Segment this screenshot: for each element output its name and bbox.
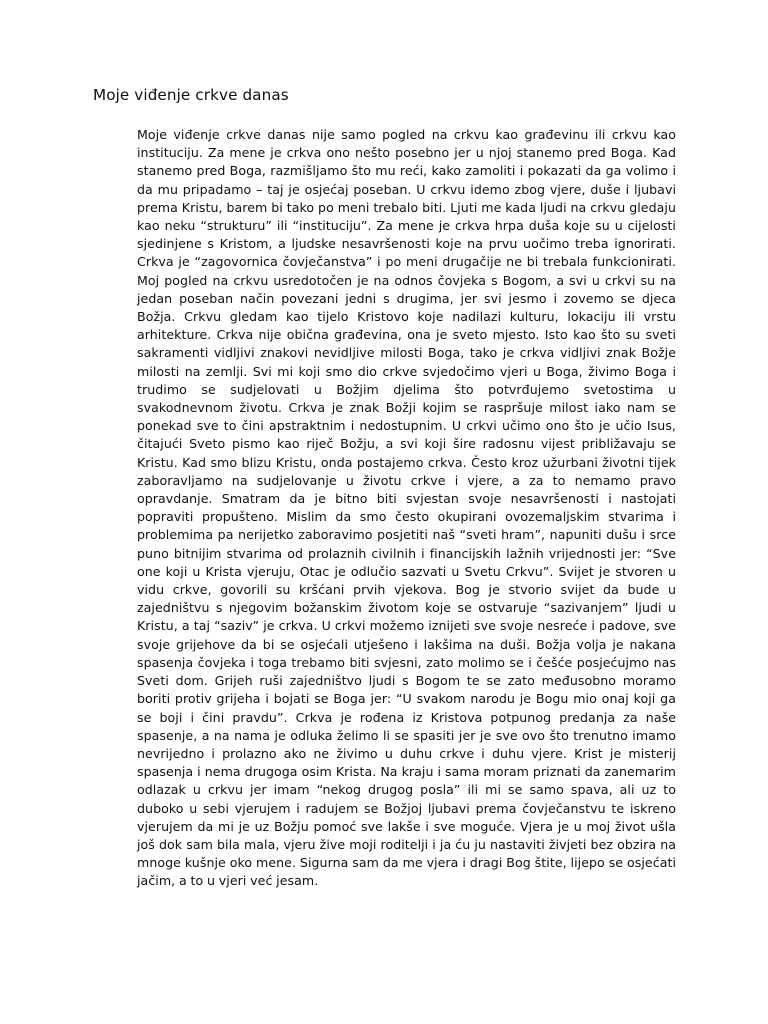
document-title: Moje viđenje crkve danas bbox=[93, 86, 289, 104]
document-body-paragraph: Moje viđenje crkve danas nije samo pogled na crkvu kao građevinu ili crkvu kao instituciju. Za mene je crkva ono nešto posebno jer u njoj stanemo pred Boga. Kad stanemo pred Boga, razmišljamo što mu reći, kako zamoliti i pokazati da ga volimo i da mu pripadamo – taj je osjećaj poseban. U crkvu idemo zbog vjere, duše i ljubavi prema Kristu, barem bi tako po meni trebalo biti. Ljuti me kada ljudi na crkvu gledaju kao neku “strukturu” ili “instituciju”. Za mene je crkva hrpa duša koje su u cijelosti sjedinjene s Kristom, a ljudske nesavršenosti koje na prvu uočimo treba ignorirati. Crkva je “zagovornica čovječanstva” i po meni drugačije ne bi trebala funkcionirati. Moj pogled na crkvu usredotočen je na odnos čovjeka s Bogom, a svi u crkvi su na jedan poseban način povezani jedni s drugima, jer svi jesmo i zovemo se djeca Božja. Crkvu gledam kao tijelo Kristovo koje nadilazi kulturu, lokaciju ili vrstu arhitekture. Crkva nije obična građevina, ona je sveto mjesto. Isto kao što su sveti sakramenti vidljivi znakovi nevidljive milosti Boga, tako je crkva vidljivi znak Božje milosti na zemlji. Svi mi koji smo dio crkve svjedočimo vjeri u Boga, živimo Boga i trudimo se sudjelovati u Božjim djelima što potvrđujemo svetostima u svakodnevnom životu. Crkva je znak Božji kojim se raspršuje milost iako nam se ponekad sve to čini apstraktnim i nedostupnim. U crkvi učimo ono što je učio Isus, čitajući Sveto pismo kao riječ Božju, a svi koji šire radosnu vijest približavaju se Kristu. Kad smo blizu Kristu, onda postajemo crkva. Često kroz užurbani životni tijek zaboravljamo na sudjelovanje u životu crkve i vjere, a za to nemamo pravo opravdanje. Smatram da je bitno biti svjestan svoje nesavršenosti i nastojati popraviti propušteno. Mislim da smo često okupirani ovozemaljskim stvarima i problemima pa nerijetko zaboravimo posjetiti naš “sveti hram”, napuniti dušu i srce puno bitnijim stvarima od prolaznih civilnih i financijskih lažnih vrijednosti jer: “Sve one koji u Krista vjeruju, Otac je odlučio sazvati u Svetu Crkvu”. Svijet je stvoren u vidu crkve, govorili su kršćani prvih vjekova. Bog je stvorio svijet da bude u zajedništvu s njegovim božanskim životom koje se ostvaruje “sazivanjem” ljudi u Kristu, a taj “saziv” je crkva. U crkvi možemo iznijeti sve svoje nesreće i padove, sve svoje grijehove da bi se osjećali utješeno i lakšima na duši. Božja volja je nakana spasenja čovjeka i toga trebamo biti svjesni, zato molimo se i češće posjećujmo nas Sveti dom. Grijeh ruši zajedništvo ljudi s Bogom te se zato međusobno moramo boriti protiv grijeha i bojati se Boga jer: “U svakom narodu je Bogu mio onaj koji ga se boji i čini pravdu”. Crkva je rođena iz Kristova potpunog predanja za naše spasenje, a na nama je odluka želimo li se spasiti jer je sve ovo što trenutno imamo nevrijedno i prolazno ako ne živimo u duhu crkve i duhu vjere. Krist je misterij spasenja i nema drugoga osim Krista. Na kraju i sama moram priznati da zanemarim odlazak u crkvu jer imam “nekog drugog posla” ili mi se samo spava, ali uz to duboko u sebi vjerujem i radujem se Božjoj ljubavi prema čovječanstvu te iskreno vjerujem da mi je uz Božju pomoć sve lakše i sve moguće. Vjera je u moj život ušla još dok sam bila mala, vjeru žive moji roditelji i ja ću ju nastaviti živjeti bez obzira na mnoge kušnje oko mene. Sigurna sam da me vjera i dragi Bog štite, lijepo se osjećati jačim, a to u vjeri već jesam. bbox=[137, 127, 676, 889]
